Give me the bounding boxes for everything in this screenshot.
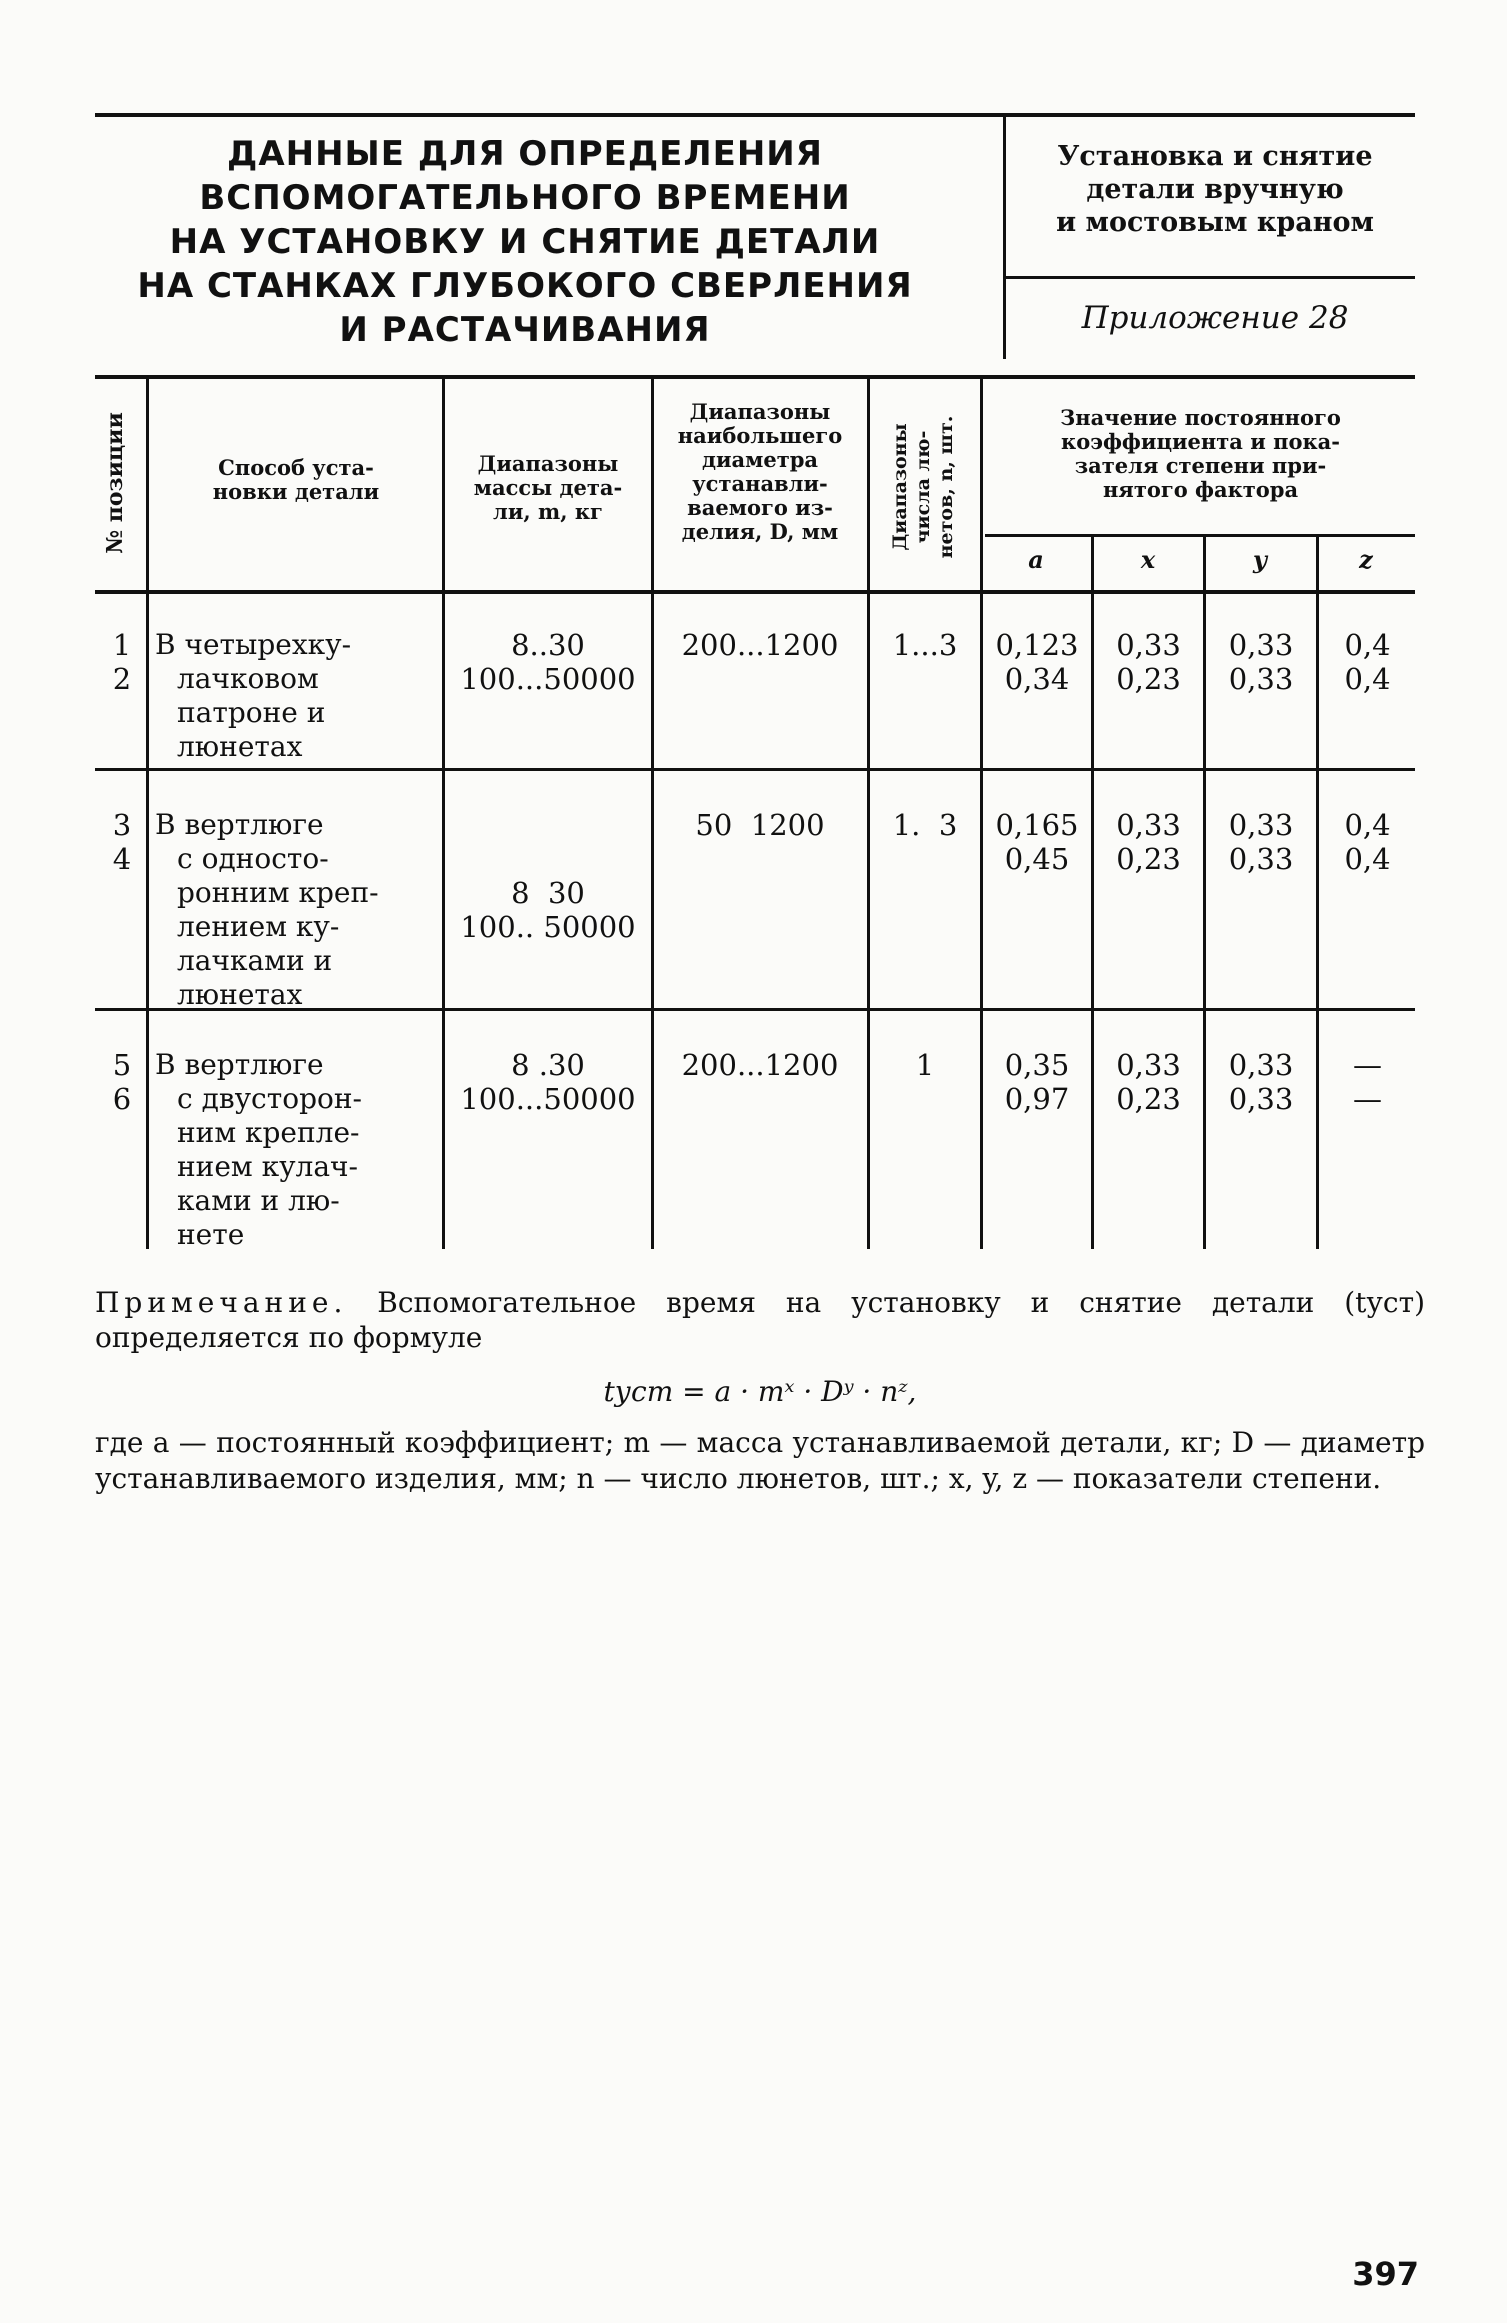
table-row-z: — — (1353, 1048, 1382, 1116)
table-row-z: 0,4 0,4 (1344, 628, 1391, 696)
table-row-z: 0,4 0,4 (1344, 808, 1391, 876)
table-row-a: 0,165 0,45 (995, 808, 1079, 876)
header-x: x (1140, 545, 1156, 574)
table-row-lunets: 1 (915, 1048, 935, 1082)
table-row-positions: 3 4 (112, 808, 132, 876)
table-row-diameter: 50 1200 (695, 808, 825, 842)
table-row-diameter: 200...1200 (681, 628, 839, 662)
header-diameter: Диапазоны наибольшего диаметра устанавли- ваемого из- делия, D, мм (677, 399, 843, 544)
col-sep-3 (651, 379, 654, 1249)
table-row-x: 0,33 0,23 (1116, 628, 1181, 696)
table-row-a: 0,35 0,97 (1004, 1048, 1070, 1116)
table-row-y: 0,33 0,33 (1228, 1048, 1294, 1116)
section-label: Установка и снятие детали вручную и мостовым краном (1056, 141, 1374, 238)
table-row-a: 0,123 0,34 (995, 628, 1079, 696)
header-position: № позиции (102, 412, 128, 554)
header-method: Способ уста- новки детали (212, 455, 380, 504)
coef-subheader-rule (985, 534, 1415, 537)
table-row-lunets: 1. 3 (892, 808, 958, 842)
note-paragraph (95, 1285, 1425, 1355)
table-row-method: В вертлюге с односто- ронним креп- лением ку- лачками и люнетах (155, 808, 379, 1011)
table-row-mass: 8 .30 100...50000 (460, 1048, 636, 1116)
header-mass: Диапазоны массы дета- ли, m, кг (473, 451, 623, 524)
col-sep-5 (980, 379, 983, 1249)
note-text: Вспомогательное время на установку и снятие детали (tуст) определяется по формуле (95, 1286, 1425, 1354)
table-row-method: В вертлюге с двусторон- ним крепле- нием кулач- ками и лю- нете (155, 1048, 362, 1251)
note-label: Примечание. (95, 1286, 348, 1319)
col-sep-4 (867, 379, 870, 1249)
table-row-positions: 5 6 (112, 1048, 132, 1116)
table-row-y: 0,33 0,33 (1228, 628, 1294, 696)
table-row-y: 0,33 0,33 (1228, 808, 1294, 876)
table-row-x: 0,33 0,23 (1116, 1048, 1181, 1116)
row-rule-1 (95, 768, 1415, 771)
appendix-label: Приложение 28 (1081, 300, 1349, 336)
table-row-x: 0,33 0,23 (1116, 808, 1181, 876)
note-legend: где a — постоянный коэффициент; m — масса устанавливаемой детали, кг; D — диаметр устанавливаемого изделия, мм; n — число люнетов, шт.; x, y, z — показатели степени. (95, 1426, 1425, 1495)
header-z: z (1359, 545, 1373, 574)
table-top-rule (95, 375, 1415, 379)
col-sep-6 (1091, 534, 1094, 1249)
table-row-mass: 8 30 100.. 50000 (460, 876, 636, 944)
header-a: a (1028, 545, 1044, 574)
page-number: 397 (1352, 2255, 1419, 2293)
section-rule (1006, 276, 1415, 279)
top-rule (95, 113, 1415, 117)
header-coefficients: Значение постоянного коэффициента и пока- зателя степени при- нятого фактора (1060, 405, 1341, 502)
table-row-mass: 8..30 100...50000 (460, 628, 636, 696)
table-row-method: В четырехку- лачковом патроне и люнетах (155, 628, 352, 763)
col-sep-7 (1203, 534, 1206, 1249)
header-bottom-rule (95, 590, 1415, 594)
col-sep-8 (1316, 534, 1319, 1249)
note-formula: tуст = a · mˣ · Dʸ · nᶻ, (603, 1375, 917, 1408)
col-sep-1 (146, 379, 149, 1249)
table-row-diameter: 200...1200 (681, 1048, 839, 1082)
page-title: ДАННЫЕ ДЛЯ ОПРЕДЕЛЕНИЯ ВСПОМОГАТЕЛЬНОГО ВРЕМЕНИ НА УСТАНОВКУ И СНЯТИЕ ДЕТАЛИ НА СТАНКАХ ГЛУБОКОГО СВЕРЛЕНИЯ И РАСТАЧИВАНИЯ (137, 134, 913, 350)
table-row-lunets: 1...3 (892, 628, 958, 662)
header-y: y (1253, 545, 1267, 574)
table-row-positions: 1 2 (112, 628, 132, 696)
col-sep-2 (442, 379, 445, 1249)
